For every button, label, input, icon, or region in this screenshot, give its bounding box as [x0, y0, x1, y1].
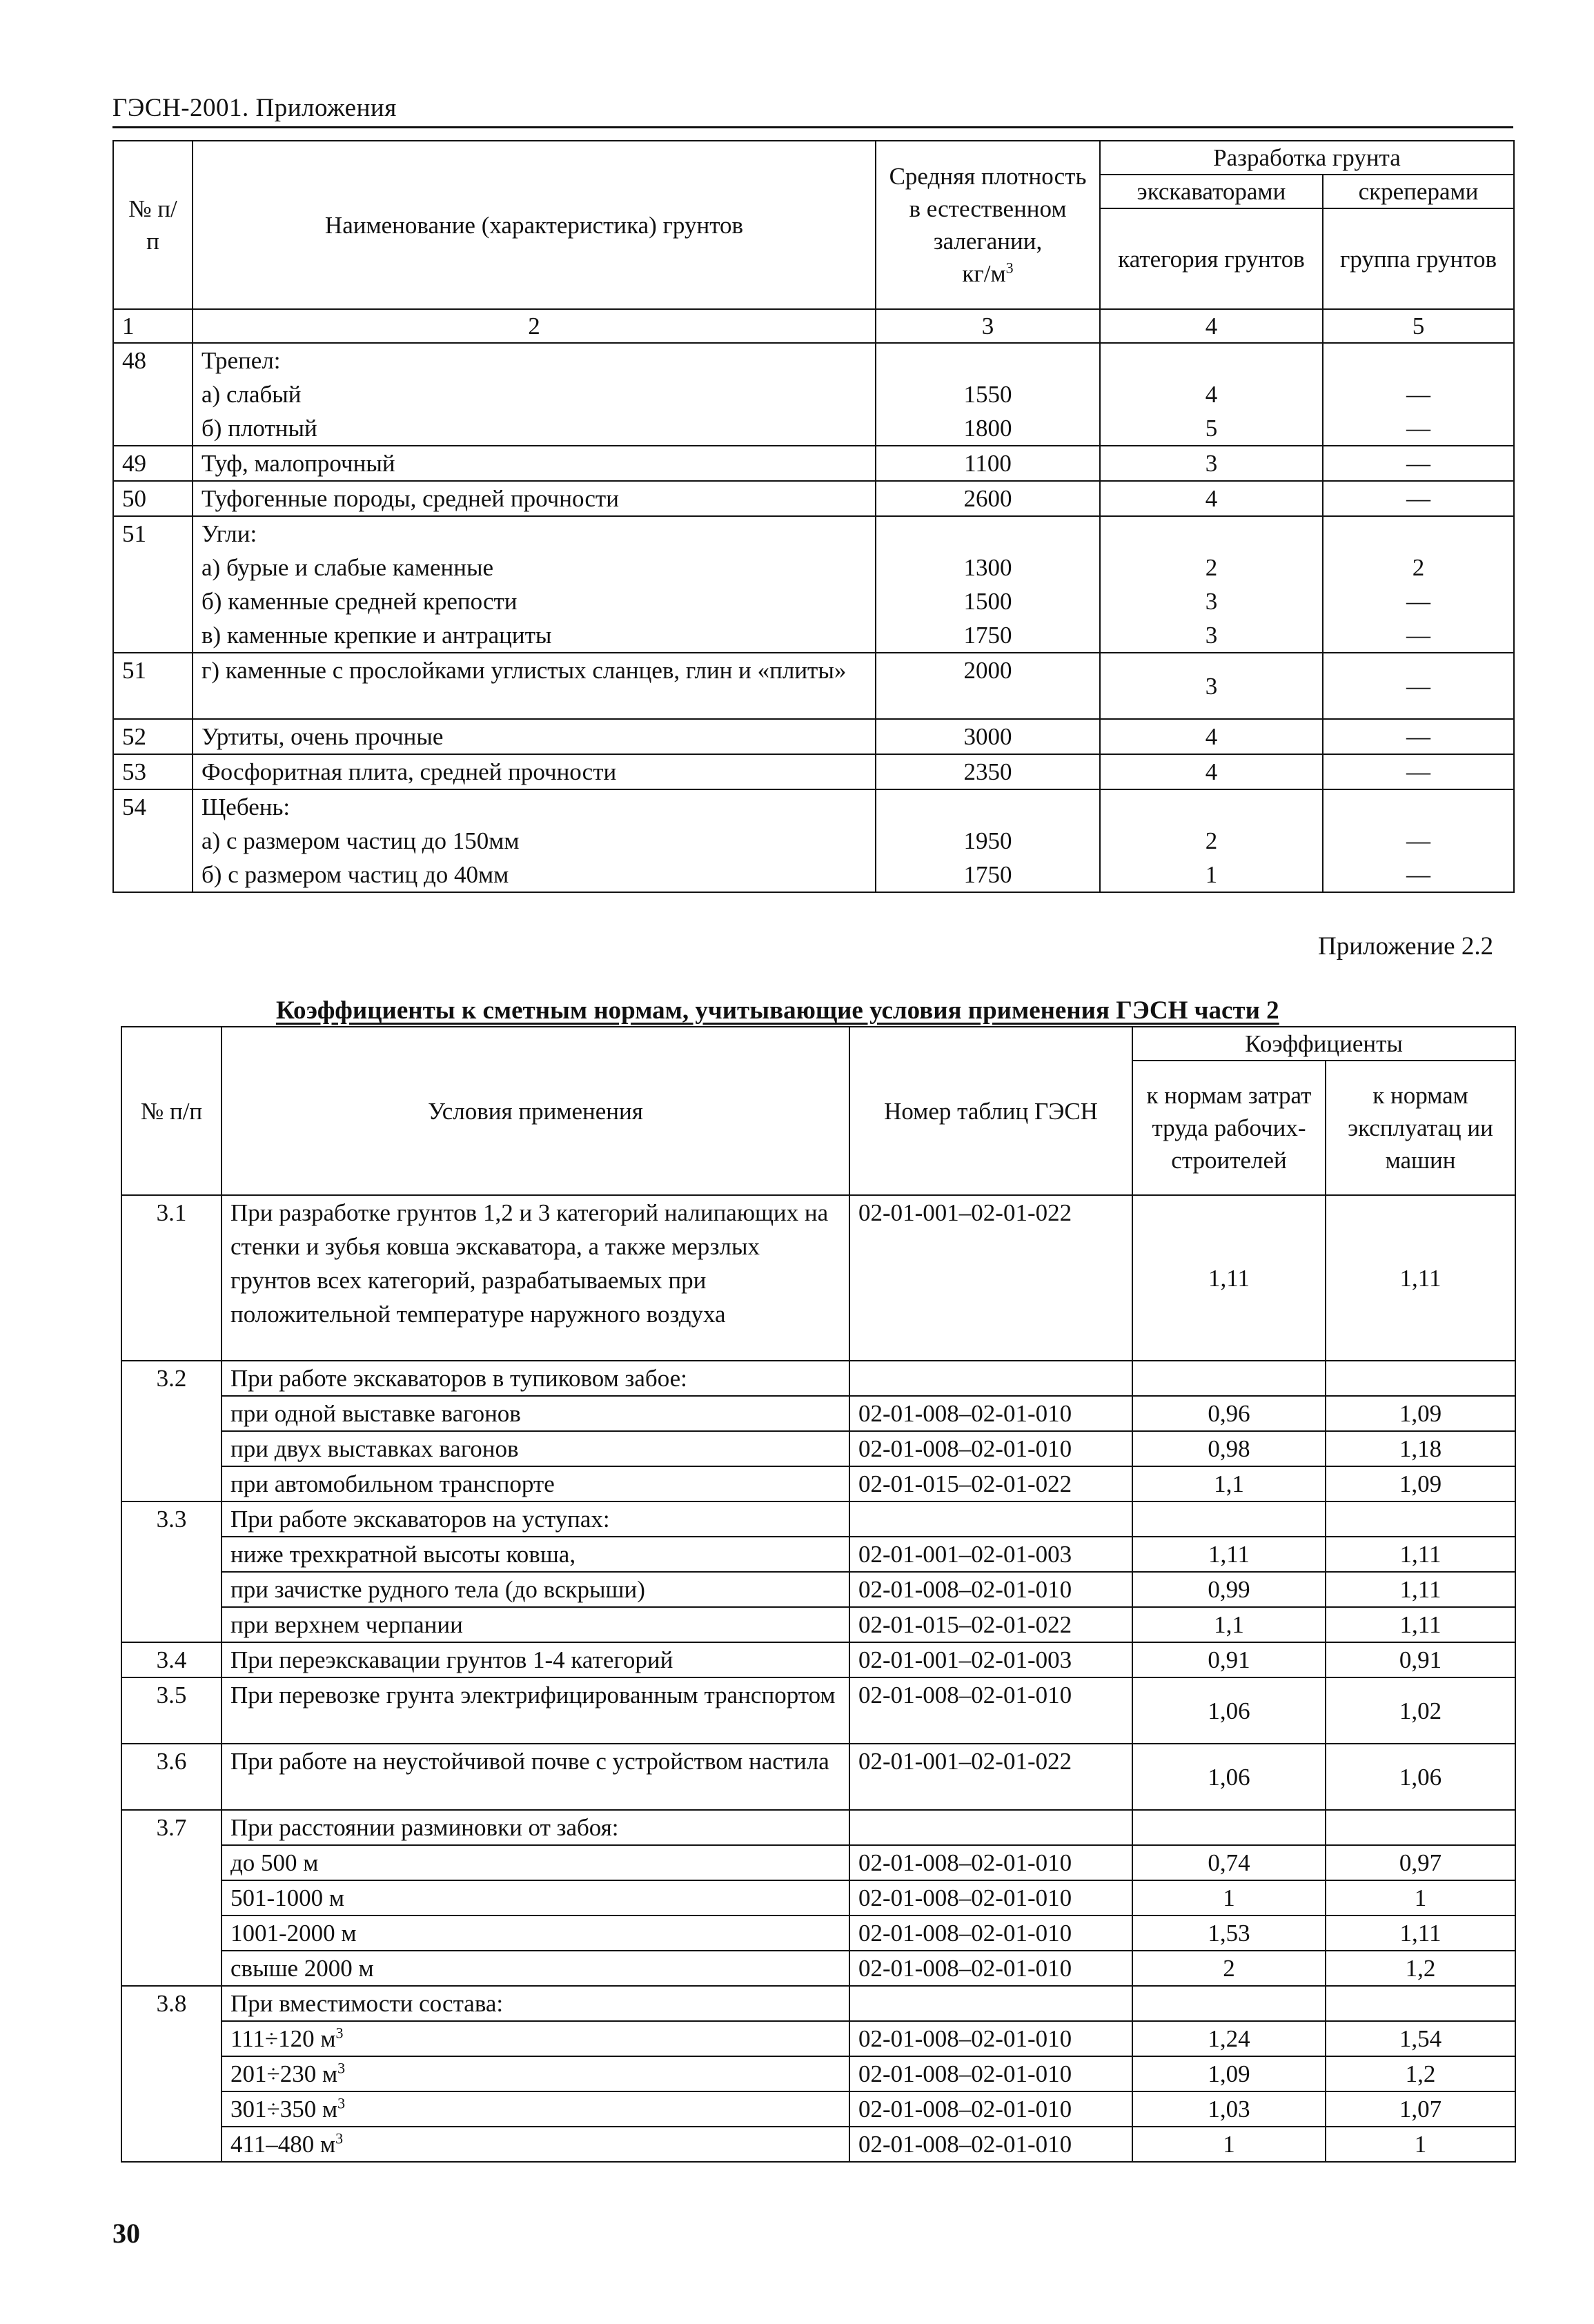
machine-coefficient: 1,07 — [1326, 2091, 1515, 2127]
condition-volume-sup: 3 — [335, 2129, 344, 2147]
category-value: 2 — [1100, 551, 1323, 584]
table-row — [121, 1361, 1515, 1396]
category-value: 4 — [1100, 719, 1323, 754]
row-number: 51 — [113, 653, 193, 719]
table-row — [113, 824, 1514, 858]
category-value: 3 — [1100, 446, 1323, 481]
table-numbers: 02-01-008–02-01-010 — [849, 1677, 1132, 1744]
labor-coefficient: 0,74 — [1132, 1845, 1326, 1880]
col-number-1: 1 — [113, 309, 193, 343]
table-row — [121, 1916, 1515, 1951]
category-value: 4 — [1100, 377, 1323, 411]
running-header: ГЭСН-2001. Приложения — [112, 94, 397, 122]
density-value: 1500 — [876, 584, 1100, 618]
density-value: 1950 — [876, 824, 1100, 858]
col-number-2: 2 — [193, 309, 876, 343]
coefficients-table — [121, 1026, 1516, 2163]
machine-coefficient: 1,11 — [1326, 1607, 1515, 1642]
table-numbers: 02-01-015–02-01-022 — [849, 1466, 1132, 1501]
col-number-4: 4 — [1100, 309, 1323, 343]
table-numbers — [849, 1810, 1132, 1845]
condition-text: при автомобильном транспорте — [222, 1466, 849, 1501]
table-numbers: 02-01-008–02-01-010 — [849, 1916, 1132, 1951]
col-number-3: 3 — [876, 309, 1100, 343]
group-value: — — [1323, 858, 1514, 892]
condition-text — [222, 2021, 849, 2056]
table-row — [113, 343, 1514, 377]
condition-volume-sup: 3 — [335, 2024, 344, 2042]
category-value: 3 — [1100, 618, 1323, 653]
machine-coefficient — [1326, 1986, 1515, 2021]
table-row — [113, 516, 1514, 551]
machine-coefficient: 1,11 — [1326, 1195, 1515, 1361]
condition-text: ниже трехкратной высоты ковша, — [222, 1537, 849, 1572]
table-numbers — [849, 1986, 1132, 2021]
labor-coefficient — [1132, 1986, 1326, 2021]
density-value: 1750 — [876, 858, 1100, 892]
category-value: 4 — [1100, 481, 1323, 516]
condition-text: При расстоянии разминовки от забоя: — [222, 1810, 849, 1845]
table-numbers — [849, 1361, 1132, 1396]
density-value: 3000 — [876, 719, 1100, 754]
group-value — [1323, 343, 1514, 377]
category-value: 3 — [1100, 584, 1323, 618]
machine-coefficient: 1,02 — [1326, 1677, 1515, 1744]
table-row — [113, 789, 1514, 824]
soil-name: б) с размером частиц до 40мм — [193, 858, 876, 892]
row-number: 49 — [113, 446, 193, 481]
row-number: 3.8 — [121, 1986, 222, 2162]
soil-name: Уртиты, очень прочные — [193, 719, 876, 754]
table-numbers: 02-01-008–02-01-010 — [849, 1572, 1132, 1607]
condition-text: При переэкскавации грунтов 1-4 категорий — [222, 1642, 849, 1677]
density-value: 1750 — [876, 618, 1100, 653]
machine-coefficient — [1326, 1810, 1515, 1845]
machine-coefficient: 1,2 — [1326, 1951, 1515, 1986]
labor-coefficient: 0,96 — [1132, 1396, 1326, 1431]
group-value — [1323, 789, 1514, 824]
header-scrapers: скреперами — [1323, 175, 1514, 208]
table-numbers: 02-01-008–02-01-010 — [849, 2021, 1132, 2056]
density-value — [876, 516, 1100, 551]
machine-coefficient: 1 — [1326, 2127, 1515, 2162]
condition-text — [222, 2056, 849, 2091]
group-value: — — [1323, 824, 1514, 858]
machine-coefficient: 1,11 — [1326, 1572, 1515, 1607]
density-value — [876, 789, 1100, 824]
condition-text — [222, 2127, 849, 2162]
table-row — [113, 411, 1514, 446]
labor-coefficient: 0,99 — [1132, 1572, 1326, 1607]
table-row — [121, 2021, 1515, 2056]
header-num: № п/п — [113, 141, 193, 309]
row-number: 3.2 — [121, 1361, 222, 1501]
group-value: — — [1323, 754, 1514, 789]
group-value: — — [1323, 411, 1514, 446]
group-value: 2 — [1323, 551, 1514, 584]
condition-volume: 301÷350 м — [230, 2096, 338, 2123]
machine-coefficient: 1,18 — [1326, 1431, 1515, 1466]
page-number: 30 — [112, 2218, 140, 2249]
table-row — [113, 551, 1514, 584]
labor-coefficient: 1,06 — [1132, 1677, 1326, 1744]
table-row — [113, 584, 1514, 618]
category-value — [1100, 343, 1323, 377]
table-row — [113, 377, 1514, 411]
row-number: 50 — [113, 481, 193, 516]
col-number-5: 5 — [1323, 309, 1514, 343]
soil-name: Щебень: — [193, 789, 876, 824]
table-row — [121, 1501, 1515, 1537]
soil-name: Трепел: — [193, 343, 876, 377]
appendix-label: Приложение 2.2 — [1318, 932, 1494, 961]
header-labor: к нормам затрат труда рабочих-строителей — [1132, 1061, 1326, 1195]
table-row — [121, 1880, 1515, 1916]
condition-volume-sup: 3 — [337, 2059, 346, 2077]
table-row — [121, 1951, 1515, 1986]
table-row — [113, 653, 1514, 719]
row-number: 48 — [113, 343, 193, 446]
table-row — [121, 1677, 1515, 1744]
condition-text: до 500 м — [222, 1845, 849, 1880]
category-value: 4 — [1100, 754, 1323, 789]
category-value: 1 — [1100, 858, 1323, 892]
labor-coefficient: 2 — [1132, 1951, 1326, 1986]
table-numbers: 02-01-001–02-01-022 — [849, 1744, 1132, 1810]
soil-name: Угли: — [193, 516, 876, 551]
condition-volume: 201÷230 м — [230, 2060, 338, 2087]
header-density-label: Средняя плотность в естественном залегании, — [889, 163, 1087, 255]
machine-coefficient: 1,11 — [1326, 1537, 1515, 1572]
table-row — [121, 1572, 1515, 1607]
condition-text: свыше 2000 м — [222, 1951, 849, 1986]
group-value — [1323, 516, 1514, 551]
header-density-unit: кг/м — [962, 260, 1006, 287]
labor-coefficient: 1,53 — [1132, 1916, 1326, 1951]
row-number: 3.3 — [121, 1501, 222, 1642]
labor-coefficient: 1,06 — [1132, 1744, 1326, 1810]
table-numbers: 02-01-001–02-01-003 — [849, 1537, 1132, 1572]
labor-coefficient — [1132, 1501, 1326, 1537]
table-numbers: 02-01-008–02-01-010 — [849, 1431, 1132, 1466]
header-category: категория грунтов — [1100, 208, 1323, 309]
condition-text: При работе на неустойчивой почве с устройством настила — [222, 1744, 849, 1810]
row-number: 3.7 — [121, 1810, 222, 1986]
row-number: 52 — [113, 719, 193, 754]
table-row — [113, 618, 1514, 653]
condition-text: при верхнем черпании — [222, 1607, 849, 1642]
machine-coefficient: 1,09 — [1326, 1396, 1515, 1431]
table-numbers: 02-01-008–02-01-010 — [849, 2091, 1132, 2127]
condition-text: при зачистке рудного тела (до вскрыши) — [222, 1572, 849, 1607]
labor-coefficient — [1132, 1361, 1326, 1396]
density-value — [876, 343, 1100, 377]
table-row — [113, 719, 1514, 754]
condition-text — [222, 2091, 849, 2127]
group-value: — — [1323, 584, 1514, 618]
table-row — [113, 481, 1514, 516]
row-number: 53 — [113, 754, 193, 789]
condition-text: При перевозке грунта электрифицированным транспортом — [222, 1677, 849, 1744]
group-value: — — [1323, 377, 1514, 411]
header-conditions: Условия применения — [222, 1027, 849, 1195]
soil-name: Туф, малопрочный — [193, 446, 876, 481]
condition-text: 1001-2000 м — [222, 1916, 849, 1951]
soil-name: г) каменные с прослойками углистых сланцев, глин и «плиты» — [193, 653, 876, 719]
row-number: 51 — [113, 516, 193, 653]
labor-coefficient: 0,91 — [1132, 1642, 1326, 1677]
header-num: № п/п — [121, 1027, 222, 1195]
labor-coefficient: 1 — [1132, 2127, 1326, 2162]
category-value: 3 — [1100, 653, 1323, 719]
table-numbers: 02-01-008–02-01-010 — [849, 2056, 1132, 2091]
labor-coefficient: 1,11 — [1132, 1537, 1326, 1572]
table-row — [121, 2127, 1515, 2162]
soil-name: в) каменные крепкие и антрациты — [193, 618, 876, 653]
table-numbers: 02-01-008–02-01-010 — [849, 2127, 1132, 2162]
table-row — [121, 1396, 1515, 1431]
header-excavators: экскаваторами — [1100, 175, 1323, 208]
soil-name: б) каменные средней крепости — [193, 584, 876, 618]
table-row — [121, 1466, 1515, 1501]
row-number: 3.5 — [121, 1677, 222, 1744]
table-row — [121, 1744, 1515, 1810]
table-numbers: 02-01-008–02-01-010 — [849, 1396, 1132, 1431]
category-value — [1100, 516, 1323, 551]
soil-name: Фосфоритная плита, средней прочности — [193, 754, 876, 789]
table-row — [113, 446, 1514, 481]
table-row — [121, 1537, 1515, 1572]
table-numbers — [849, 1501, 1132, 1537]
machine-coefficient: 1,06 — [1326, 1744, 1515, 1810]
row-number: 3.6 — [121, 1744, 222, 1810]
condition-text: При разработке грунтов 1,2 и 3 категорий налипающих на стенки и зубья ковша экскаватора, а также мерзлых грунтов всех категорий, разрабатываемых при положительной температуре наружного воздуха — [222, 1195, 849, 1361]
table-row — [121, 1195, 1515, 1361]
table-row — [113, 858, 1514, 892]
table-numbers: 02-01-001–02-01-003 — [849, 1642, 1132, 1677]
labor-coefficient — [1132, 1810, 1326, 1845]
labor-coefficient: 1,24 — [1132, 2021, 1326, 2056]
machine-coefficient: 1,54 — [1326, 2021, 1515, 2056]
row-number: 3.1 — [121, 1195, 222, 1361]
header-machines: к нормам эксплуатац ии машин — [1326, 1061, 1515, 1195]
header-soil-name: Наименование (характеристика) грунтов — [193, 141, 876, 309]
table-numbers: 02-01-008–02-01-010 — [849, 1880, 1132, 1916]
soil-name: а) бурые и слабые каменные — [193, 551, 876, 584]
condition-volume-sup: 3 — [337, 2094, 346, 2112]
table-numbers: 02-01-008–02-01-010 — [849, 1845, 1132, 1880]
table-numbers: 02-01-001–02-01-022 — [849, 1195, 1132, 1361]
condition-volume: 411–480 м — [230, 2131, 336, 2158]
header-table-numbers: Номер таблиц ГЭСН — [849, 1027, 1132, 1195]
table2-title: Коэффициенты к сметным нормам, учитывающие условия применения ГЭСН части 2 — [276, 996, 1279, 1025]
machine-coefficient: 1,11 — [1326, 1916, 1515, 1951]
labor-coefficient: 1,03 — [1132, 2091, 1326, 2127]
row-number: 54 — [113, 789, 193, 892]
density-value: 1800 — [876, 411, 1100, 446]
density-value: 1550 — [876, 377, 1100, 411]
condition-text: при двух выставках вагонов — [222, 1431, 849, 1466]
density-value: 2600 — [876, 481, 1100, 516]
soil-density-table — [112, 140, 1515, 893]
header-rule — [112, 126, 1513, 128]
labor-coefficient: 1,11 — [1132, 1195, 1326, 1361]
soil-name: а) с размером частиц до 150мм — [193, 824, 876, 858]
density-value: 1100 — [876, 446, 1100, 481]
machine-coefficient — [1326, 1361, 1515, 1396]
density-value: 2000 — [876, 653, 1100, 719]
table-row — [121, 1642, 1515, 1677]
table-row — [121, 1810, 1515, 1845]
condition-volume: 111÷120 м — [230, 2025, 336, 2052]
labor-coefficient: 1,1 — [1132, 1466, 1326, 1501]
table-row — [121, 2056, 1515, 2091]
table-row — [121, 1431, 1515, 1466]
soil-name: б) плотный — [193, 411, 876, 446]
labor-coefficient: 0,98 — [1132, 1431, 1326, 1466]
table-row — [121, 2091, 1515, 2127]
header-development: Разработка грунта — [1100, 141, 1514, 175]
row-number: 3.4 — [121, 1642, 222, 1677]
table-numbers: 02-01-008–02-01-010 — [849, 1951, 1132, 1986]
group-value: — — [1323, 719, 1514, 754]
soil-name: а) слабый — [193, 377, 876, 411]
condition-text: При работе экскаваторов на уступах: — [222, 1501, 849, 1537]
machine-coefficient: 1,2 — [1326, 2056, 1515, 2091]
condition-text: При вместимости состава: — [222, 1986, 849, 2021]
category-value: 5 — [1100, 411, 1323, 446]
group-value: — — [1323, 481, 1514, 516]
machine-coefficient: 1 — [1326, 1880, 1515, 1916]
machine-coefficient: 1,09 — [1326, 1466, 1515, 1501]
group-value: — — [1323, 653, 1514, 719]
header-group: группа грунтов — [1323, 208, 1514, 309]
density-value: 2350 — [876, 754, 1100, 789]
machine-coefficient: 0,91 — [1326, 1642, 1515, 1677]
condition-text: 501-1000 м — [222, 1880, 849, 1916]
table-row — [121, 1986, 1515, 2021]
labor-coefficient: 1 — [1132, 1880, 1326, 1916]
labor-coefficient: 1,1 — [1132, 1607, 1326, 1642]
table-numbers: 02-01-015–02-01-022 — [849, 1607, 1132, 1642]
soil-name: Туфогенные породы, средней прочности — [193, 481, 876, 516]
table-row — [121, 1607, 1515, 1642]
group-value: — — [1323, 446, 1514, 481]
condition-text: при одной выставке вагонов — [222, 1396, 849, 1431]
machine-coefficient — [1326, 1501, 1515, 1537]
category-value: 2 — [1100, 824, 1323, 858]
machine-coefficient: 0,97 — [1326, 1845, 1515, 1880]
header-coefficients: Коэффициенты — [1132, 1027, 1515, 1061]
header-density-unit-sup: 3 — [1005, 259, 1014, 277]
table-row — [113, 754, 1514, 789]
table-row — [121, 1845, 1515, 1880]
category-value — [1100, 789, 1323, 824]
density-value: 1300 — [876, 551, 1100, 584]
group-value: — — [1323, 618, 1514, 653]
header-density — [876, 141, 1100, 309]
condition-text: При работе экскаваторов в тупиковом забое: — [222, 1361, 849, 1396]
labor-coefficient: 1,09 — [1132, 2056, 1326, 2091]
